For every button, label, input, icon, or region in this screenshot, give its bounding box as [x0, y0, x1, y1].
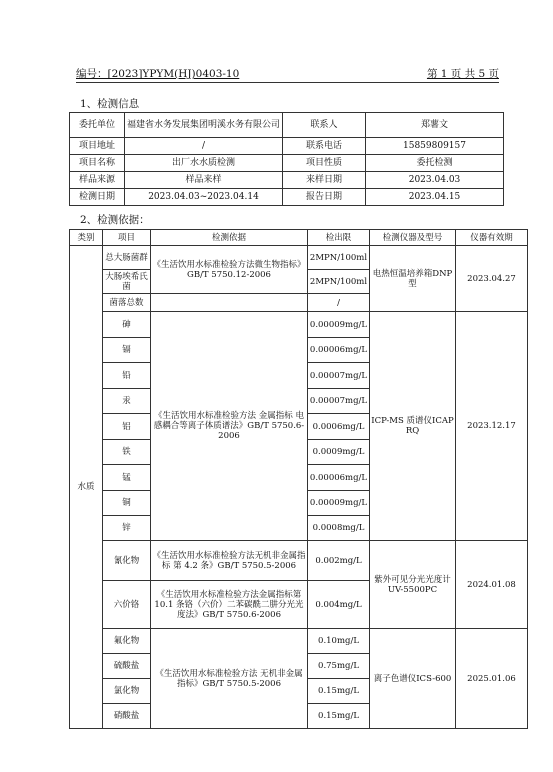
project-value: 出厂水水质检测 [125, 155, 283, 172]
limit-cell: 0.002mg/L [308, 541, 370, 581]
limit-cell: 0.0008mg/L [308, 516, 370, 541]
item-name: 铁 [103, 440, 151, 465]
nature-value: 委托检测 [366, 155, 504, 172]
contact-value: 郑薯文 [366, 113, 504, 138]
source-label: 样品来源 [70, 172, 125, 189]
test-date-value: 2023.04.03~2023.04.14 [125, 189, 283, 206]
instrument-cell: 电热恒温培养箱DNP 型 [370, 246, 456, 312]
col-header-category: 类别 [70, 230, 103, 246]
item-name: 砷 [103, 312, 151, 338]
contact-label: 联系人 [283, 113, 366, 138]
basis-table [69, 229, 528, 729]
limit-cell: 2MPN/100ml [308, 246, 370, 270]
address-value: / [125, 138, 283, 155]
address-label: 项目地址 [70, 138, 125, 155]
item-name: 大肠埃希氏菌 [103, 270, 151, 294]
report-date-value: 2023.04.15 [366, 189, 504, 206]
limit-cell: 0.15mg/L [308, 679, 370, 704]
col-header-limit: 检出限 [308, 230, 370, 246]
instrument-cell: 离子色谱仪ICS-600 [370, 629, 456, 729]
client-value: 福建省水务发展集团明溪水务有限公司 [125, 113, 283, 138]
item-name: 铅 [103, 363, 151, 389]
report-number: 编号：[2023]YPYM(HJ)0403-10 [76, 68, 240, 80]
method-cell: 《生活饮用水标准检验方法 无机非金属指标》GB/T 5750.5-2006 [151, 629, 308, 729]
validity-cell: 2023.12.17 [456, 312, 528, 541]
validity-cell: 2024.01.08 [456, 541, 528, 629]
instrument-cell: 紫外可见分光光度计 UV-5500PC [370, 541, 456, 629]
limit-cell: 0.00006mg/L [308, 465, 370, 491]
limit-cell: 0.75mg/L [308, 654, 370, 679]
limit-cell: 0.00009mg/L [308, 491, 370, 516]
section-title-info: 1、检测信息 [80, 98, 140, 110]
method-cell: 《生活饮用水标准检验方法微生物指标》GB/T 5750.12-2006 [151, 246, 308, 294]
nature-label: 项目性质 [283, 155, 366, 172]
item-name: 铝 [103, 414, 151, 440]
report-date-label: 报告日期 [283, 189, 366, 206]
item-name: 铜 [103, 491, 151, 516]
limit-cell: 0.004mg/L [308, 581, 370, 629]
limit-cell: 0.0006mg/L [308, 414, 370, 440]
source-value: 样品来样 [125, 172, 283, 189]
col-header-validity: 仪器有效期 [456, 230, 528, 246]
col-header-item: 项目 [103, 230, 151, 246]
validity-cell: 2023.04.27 [456, 246, 528, 312]
section-title-basis: 2、检测依据： [80, 214, 150, 226]
report-header [76, 66, 499, 83]
item-name: 锰 [103, 465, 151, 491]
validity-cell: 2025.01.06 [456, 629, 528, 729]
limit-cell: 0.00007mg/L [308, 363, 370, 389]
item-name: 硝酸盐 [103, 704, 151, 729]
item-name: 氯化物 [103, 679, 151, 704]
item-name: 硫酸盐 [103, 654, 151, 679]
col-header-instrument: 检测仪器及型号 [370, 230, 456, 246]
method-cell: 《生活饮用水标准检验方法金属指标第 10.1 条铬（六价）二苯碳酰二肼分光光度法》GB/T 5750.6-2006 [151, 581, 308, 629]
item-name: 氟化物 [103, 629, 151, 654]
item-name: 总大肠菌群 [103, 246, 151, 270]
method-cell-empty [151, 294, 308, 312]
item-name: 锌 [103, 516, 151, 541]
info-table [69, 112, 504, 206]
limit-cell: 0.00006mg/L [308, 338, 370, 363]
phone-label: 联系电话 [283, 138, 366, 155]
method-cell: 《生活饮用水标准检验方法无机非金属指标 第 4.2 条》GB/T 5750.5-2006 [151, 541, 308, 581]
limit-cell: 0.00009mg/L [308, 312, 370, 338]
limit-cell: 0.10mg/L [308, 629, 370, 654]
instrument-cell: ICP-MS 质谱仪ICAP RQ [370, 312, 456, 541]
phone-value: 15859809157 [366, 138, 504, 155]
category-cell: 水质 [70, 246, 103, 729]
limit-cell: / [308, 294, 370, 312]
col-header-method: 检测依据 [151, 230, 308, 246]
limit-cell: 0.15mg/L [308, 704, 370, 729]
item-name: 六价铬 [103, 581, 151, 629]
limit-cell: 0.0009mg/L [308, 440, 370, 465]
limit-cell: 2MPN/100ml [308, 270, 370, 294]
item-name: 氰化物 [103, 541, 151, 581]
item-name: 菌落总数 [103, 294, 151, 312]
project-label: 项目名称 [70, 155, 125, 172]
limit-cell: 0.00007mg/L [308, 389, 370, 414]
client-label: 委托单位 [70, 113, 125, 138]
item-name: 镉 [103, 338, 151, 363]
sample-date-value: 2023.04.03 [366, 172, 504, 189]
method-cell: 《生活饮用水标准检验方法 金属指标 电感耦合等离子体质谱法》GB/T 5750.6-2006 [151, 312, 308, 541]
sample-date-label: 来样日期 [283, 172, 366, 189]
page-indicator: 第 1 页 共 5 页 [426, 68, 499, 80]
item-name: 汞 [103, 389, 151, 414]
test-date-label: 检测日期 [70, 189, 125, 206]
